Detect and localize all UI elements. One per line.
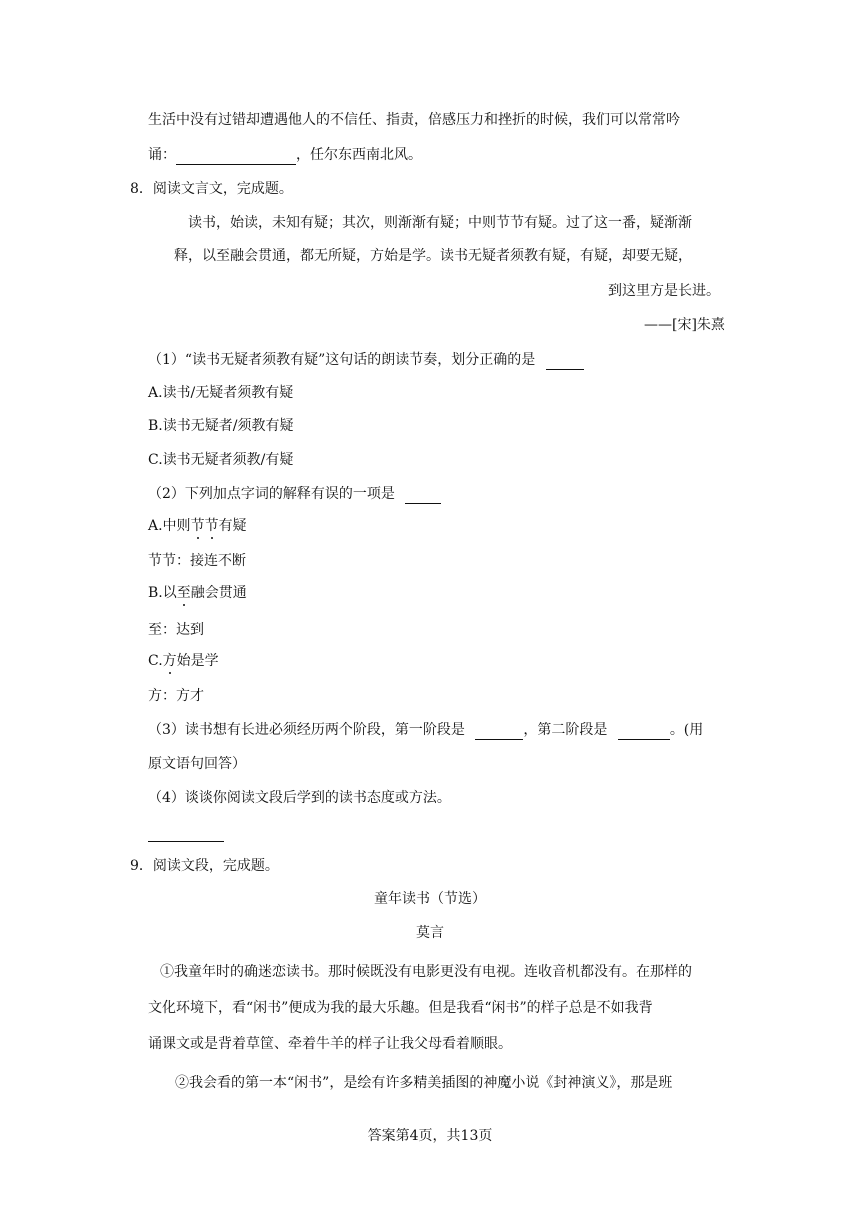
q9-heading: 9．阅读文段，完成题。 [130, 858, 279, 874]
q9-para1-line3: 诵课文或是背着草筐、牵着牛羊的样子让我父母看着顺眼。 [148, 1036, 512, 1052]
prev-text-prefix: 诵： [148, 147, 176, 163]
dotted-char: 方 [162, 653, 177, 669]
q8-sub2-option-c[interactable] [148, 651, 219, 671]
answer-blank[interactable] [618, 725, 670, 740]
q8-passage-line3: 到这里方是长进。 [608, 283, 720, 299]
q8-sub3-line2: 原文语句回答） [148, 756, 246, 772]
q8-sub3-line1 [148, 720, 703, 740]
prev-text-line2 [148, 145, 422, 165]
q8-author: ——[宋]朱熹 [644, 317, 725, 333]
q8-sub2-stem [148, 484, 441, 504]
q8-sub2-option-a[interactable] [148, 516, 247, 536]
q8-passage-line2: 释，以至融会贯通，都无所疑，方始是学。读书无疑者须教有疑，有疑，却要无疑， [174, 248, 692, 264]
dotted-char: 至 [176, 585, 191, 601]
q8-sub2-stem-text: （2）下列加点字词的解释有误的一项是 [148, 486, 395, 502]
q8-heading: 8．阅读文言文，完成题。 [130, 181, 293, 197]
q9-para1-line2: 文化环境下，看“闲书”便成为我的最大乐趣。但是我看“闲书”的样子总是不如我背 [148, 1000, 653, 1016]
q8-passage-line1: 读书，始读，未知有疑；其次，则渐渐有疑；中则节节有疑。过了这一番，疑渐渐 [188, 215, 692, 231]
q8-sub1-option-b[interactable]: B.读书无疑者/须教有疑 [148, 418, 294, 434]
page-footer: 答案第4页，共13页 [367, 1128, 493, 1144]
sub3-part2: ，第二阶段是 [523, 722, 608, 738]
q8-sub4-answer-line[interactable] [148, 822, 224, 842]
q8-sub2-explain-b: 至：达到 [148, 622, 204, 638]
answer-blank[interactable] [475, 725, 523, 740]
option-b-prefix: B.以 [148, 585, 177, 601]
prev-text-suffix: ，任尔东西南北风。 [296, 147, 422, 163]
prev-text-line1: 生活中没有过错却遭遇他人的不信任、指责，倍感压力和挫折的时候，我们可以常常吟 [148, 112, 680, 128]
answer-blank[interactable] [148, 827, 224, 842]
q9-title: 童年读书（节选） [374, 891, 486, 907]
q8-sub1-stem-text: （1）“读书无疑者须教有疑”这句话的朗读节奏，划分正确的是 [148, 352, 536, 368]
sub3-part1: （3）读书想有长进必须经历两个阶段，第一阶段是 [148, 722, 465, 738]
q8-sub2-explain-c: 方：方才 [148, 688, 204, 704]
answer-blank[interactable] [176, 150, 296, 165]
dotted-char: 节 [190, 518, 205, 534]
q9-author: 莫言 [416, 925, 444, 941]
option-a-prefix: A.中则 [148, 518, 191, 534]
q8-sub1-stem [148, 350, 584, 370]
dotted-char: 节 [204, 518, 219, 534]
q8-sub1-option-c[interactable]: C.读书无疑者须教/有疑 [148, 452, 294, 468]
option-c-prefix: C. [148, 653, 163, 669]
sub3-part3: 。(用 [669, 722, 704, 738]
q9-para1-line1: ①我童年时的确迷恋读书。那时候既没有电影更没有电视。连收音机都没有。在那样的 [160, 964, 692, 980]
q9-para2-line1: ②我会看的第一本“闲书”，是绘有许多精美插图的神魔小说《封神演义》，那是班 [175, 1075, 673, 1091]
option-a-suffix: 有疑 [218, 518, 247, 534]
answer-blank[interactable] [405, 489, 441, 504]
q8-sub2-option-b[interactable] [148, 583, 247, 603]
option-c-suffix: 始是学 [176, 653, 219, 669]
q8-sub4-stem: （4）谈谈你阅读文段后学到的读书态度或方法。 [148, 790, 451, 806]
q8-sub2-explain-a: 节节：接连不断 [148, 553, 246, 569]
option-b-suffix: 融会贯通 [190, 585, 247, 601]
answer-blank[interactable] [546, 355, 584, 370]
q8-sub1-option-a[interactable]: A.读书/无疑者须教有疑 [148, 385, 294, 401]
